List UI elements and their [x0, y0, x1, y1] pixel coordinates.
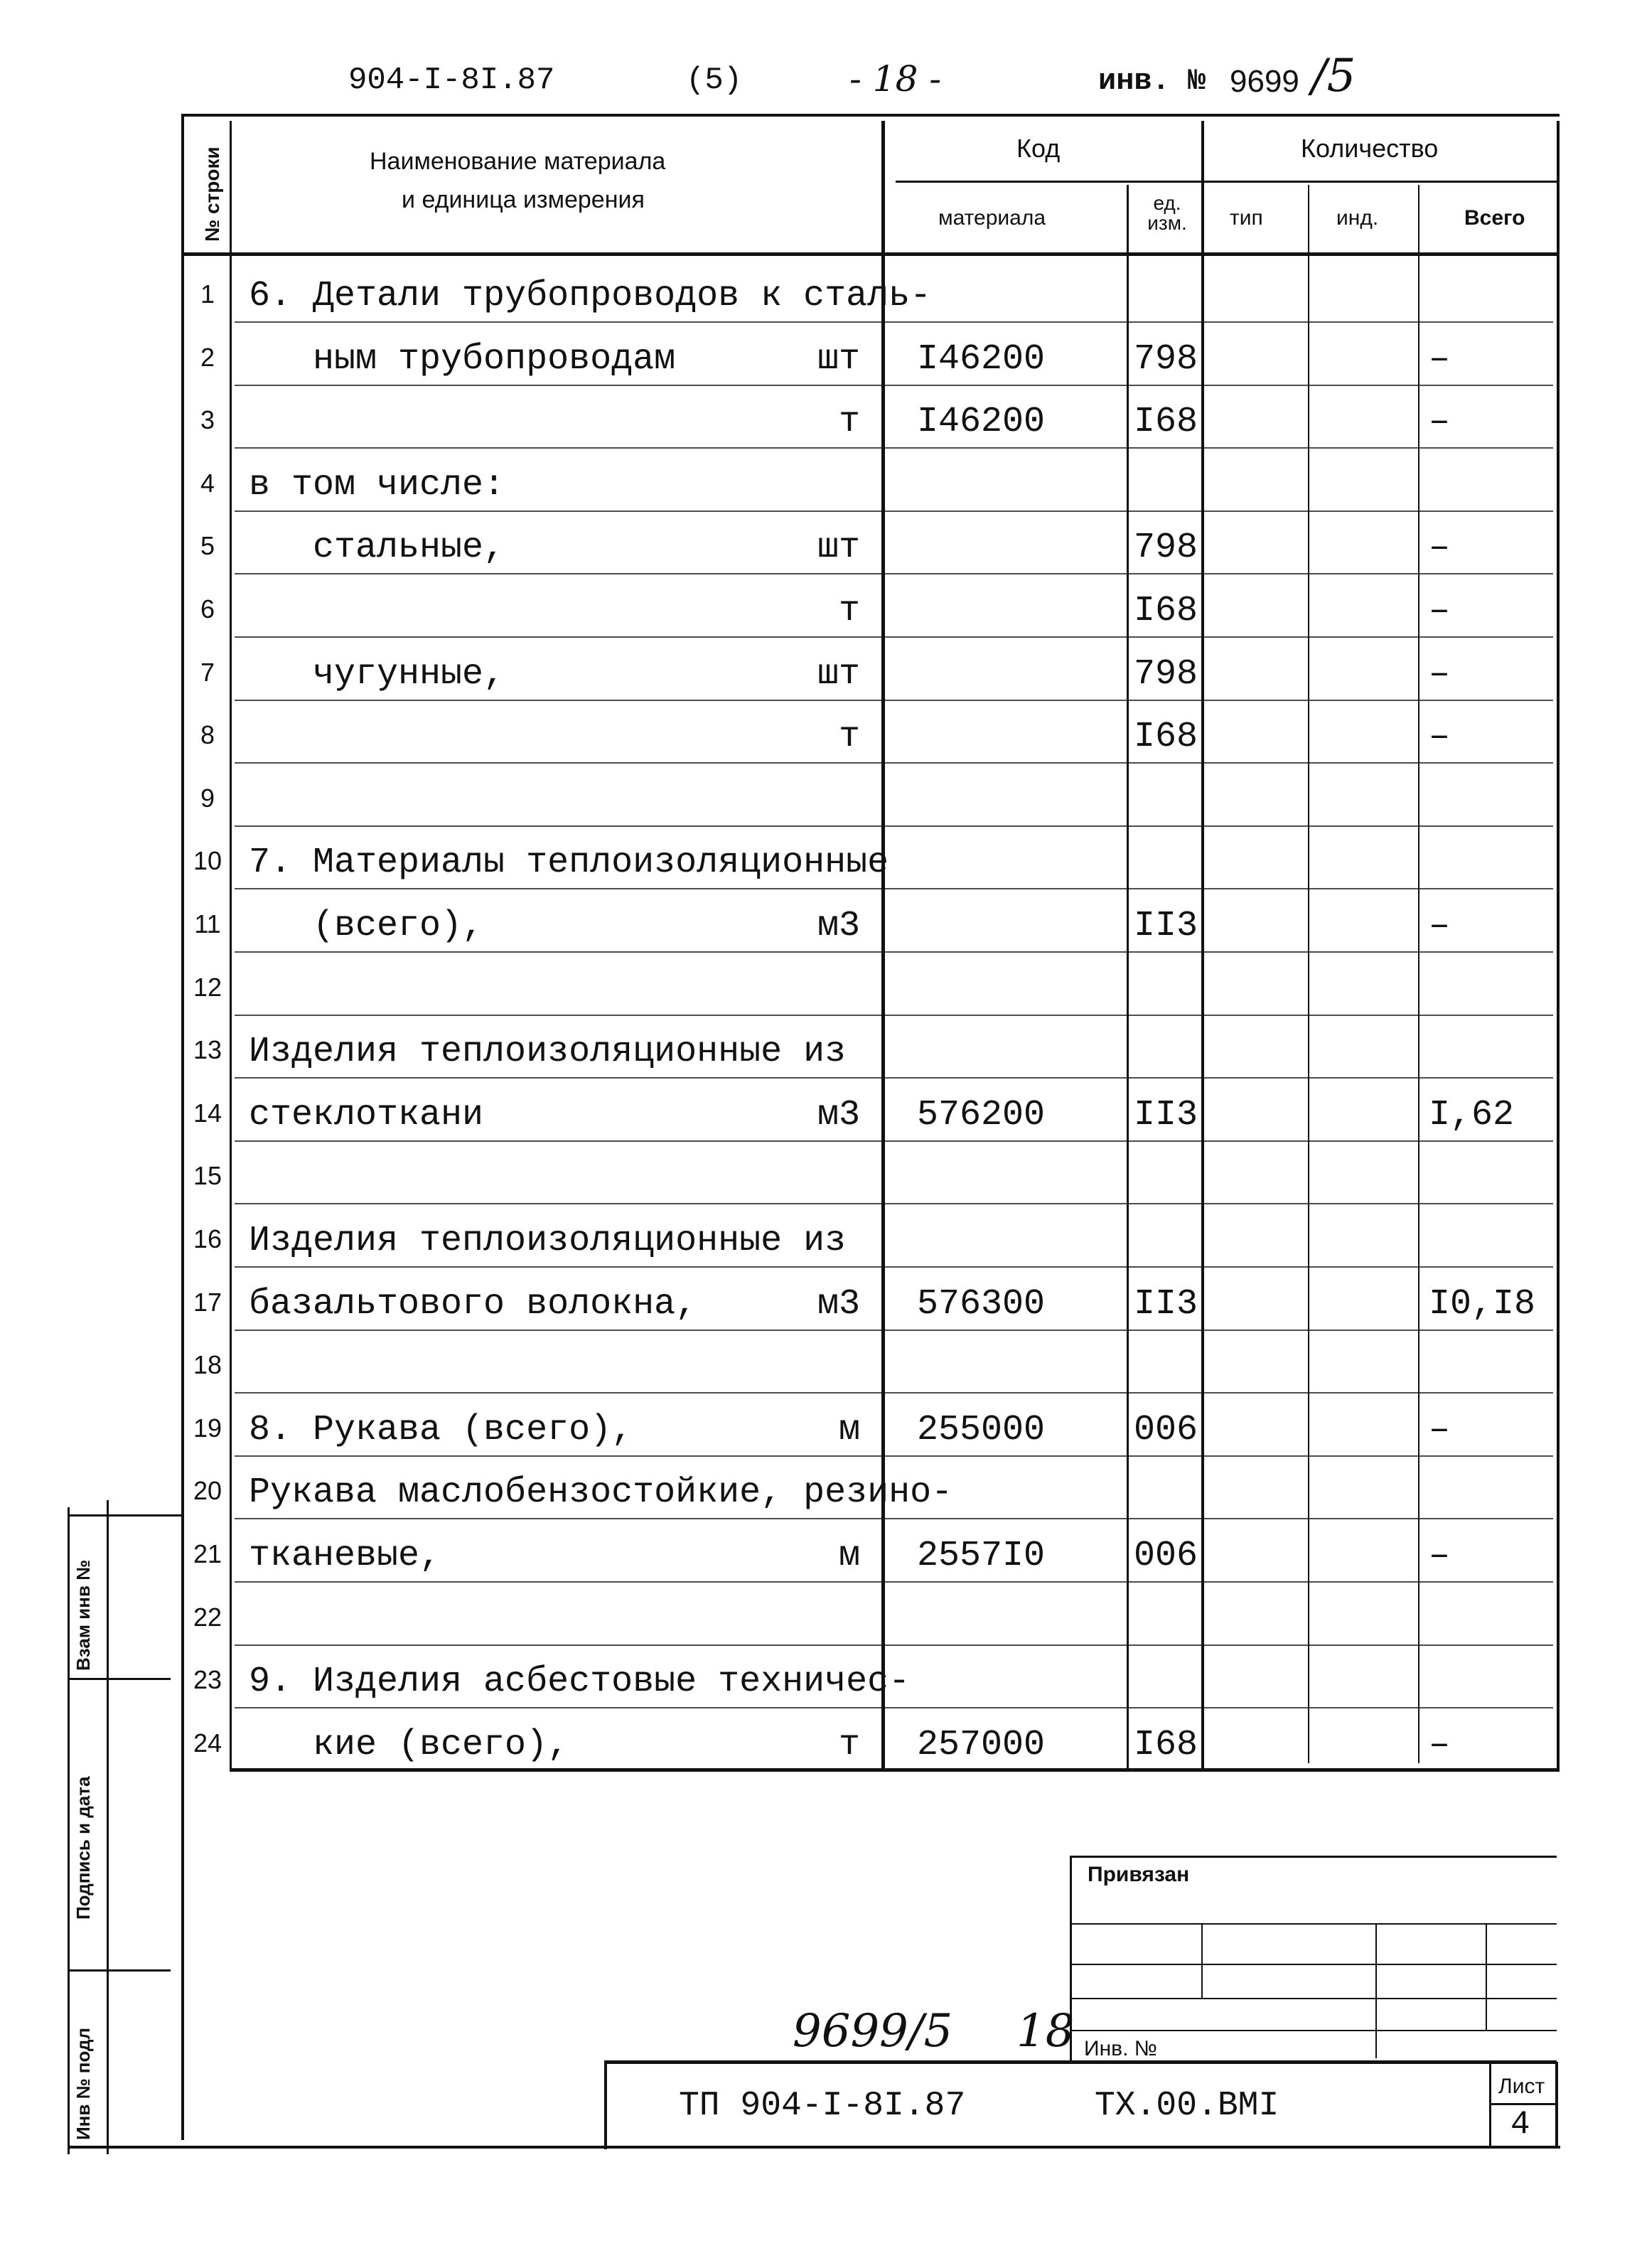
material-name: базальтового волокна,: [249, 1284, 697, 1325]
unit-code: II3: [1134, 1095, 1198, 1135]
row-number: 4: [200, 469, 215, 498]
stamp-mark: ТХ.00.ВМI: [1095, 2087, 1279, 2125]
quantity-total: I0,I8: [1429, 1284, 1536, 1325]
handwritten-sheet: 18: [1016, 2005, 1075, 2058]
doc-code: 904-I-8I.87: [348, 63, 555, 98]
quantity-total: –: [1429, 591, 1451, 631]
handwritten-number: 9699/5: [793, 2005, 953, 2058]
material-code: 576200: [917, 1095, 1046, 1135]
unit-code: I68: [1134, 717, 1198, 757]
row-number: 9: [200, 783, 215, 813]
material-code: 255000: [917, 1410, 1046, 1450]
inv-label: инв. №: [1098, 64, 1206, 98]
material-name: тканевые,: [249, 1536, 441, 1576]
code-material-header: материала: [938, 206, 1046, 230]
code-header: Код: [1016, 134, 1061, 163]
unit-of-measure: м3: [817, 906, 860, 946]
unit-code: 798: [1134, 528, 1198, 568]
row-number: 16: [193, 1224, 222, 1253]
material-name: Изделия теплоизоляционные из: [249, 1221, 847, 1261]
quantity-total: –: [1429, 1725, 1451, 1765]
sheet-number: 4: [1510, 2106, 1530, 2143]
unit-of-measure: т: [838, 591, 860, 631]
row-number: 3: [200, 405, 215, 434]
row-number: 5: [200, 531, 215, 560]
material-code: 576300: [917, 1284, 1046, 1325]
row-number: 11: [194, 909, 221, 938]
material-name: 7. Материалы теплоизоляционные: [249, 843, 889, 883]
quantity-total: –: [1429, 339, 1451, 380]
material-name: (всего),: [249, 906, 484, 946]
name-header-line1: Наименование материала: [370, 148, 666, 175]
signature-date-label: Подпись и дата: [73, 1776, 94, 1920]
unit-code: II3: [1134, 906, 1198, 946]
qty-ind-header: инд.: [1336, 206, 1379, 230]
unit-of-measure: м3: [817, 1284, 860, 1325]
sheet-label: Лист: [1498, 2075, 1545, 2098]
row-number: 14: [193, 1098, 222, 1128]
unit-of-measure: м3: [817, 1095, 860, 1135]
material-name: 9. Изделия асбестовые техничес-: [249, 1662, 911, 1702]
row-number: 24: [193, 1728, 222, 1758]
inv-suffix: /5: [1311, 50, 1356, 102]
unit-of-measure: т: [838, 402, 860, 442]
material-name: стеклоткани: [249, 1095, 484, 1135]
row-number: 12: [193, 973, 222, 1002]
quantity-header: Количество: [1301, 134, 1439, 163]
quantity-total: –: [1429, 906, 1451, 946]
row-number: 20: [193, 1476, 222, 1505]
unit-code: I68: [1134, 402, 1198, 442]
row-number: 8: [200, 720, 215, 749]
qty-total-header: Всего: [1464, 206, 1525, 230]
qty-type-header: тип: [1230, 206, 1263, 230]
row-number: 18: [193, 1350, 222, 1379]
row-number: 23: [193, 1665, 222, 1694]
stamp-title-code: ТП 904-I-8I.87: [679, 2087, 966, 2125]
quantity-total: –: [1429, 1410, 1451, 1450]
row-number: 6: [200, 594, 215, 624]
row-number-header: № строки: [201, 146, 223, 242]
inv-number: 9699: [1230, 64, 1299, 99]
row-number: 1: [200, 279, 215, 309]
unit-code: 006: [1134, 1536, 1198, 1576]
row-number: 13: [193, 1035, 222, 1064]
material-name: ным трубопроводам: [249, 339, 676, 380]
unit-of-measure: т: [838, 717, 860, 757]
unit-code: 798: [1134, 339, 1198, 380]
unit-of-measure: м: [838, 1536, 860, 1576]
quantity-total: –: [1429, 654, 1451, 695]
unit-code: I68: [1134, 591, 1198, 631]
row-number: 2: [200, 343, 215, 372]
code-unit-header: ед. изм.: [1147, 192, 1187, 234]
material-code: I46200: [917, 402, 1046, 442]
material-code: 257000: [917, 1725, 1046, 1765]
part-number: (5): [686, 63, 743, 98]
unit-of-measure: шт: [817, 528, 860, 568]
unit-code: 006: [1134, 1410, 1198, 1450]
material-name: 6. Детали трубопроводов к сталь-: [249, 276, 932, 316]
row-number: 21: [193, 1539, 222, 1568]
unit-of-measure: шт: [817, 339, 860, 380]
material-name: 8. Рукава (всего),: [249, 1410, 633, 1450]
unit-of-measure: шт: [817, 654, 860, 695]
quantity-total: –: [1429, 402, 1451, 442]
row-number: 10: [193, 846, 222, 875]
stamp-inv-no: Инв. №: [1084, 2037, 1157, 2060]
row-number: 15: [193, 1161, 222, 1190]
quantity-total: I,62: [1429, 1095, 1515, 1135]
unit-code: II3: [1134, 1284, 1198, 1325]
unit-of-measure: т: [838, 1725, 860, 1765]
row-number: 22: [193, 1603, 222, 1632]
unit-of-measure: м: [838, 1410, 860, 1450]
material-name: стальные,: [249, 528, 505, 568]
material-code: I46200: [917, 339, 1046, 380]
vzam-inv-label: Взам инв №: [73, 1559, 94, 1671]
quantity-total: –: [1429, 528, 1451, 568]
unit-code: 798: [1134, 654, 1198, 695]
row-number: 17: [193, 1288, 222, 1317]
material-name: чугунные,: [249, 654, 505, 695]
page-handwritten: - 18 -: [849, 58, 942, 100]
quantity-total: –: [1429, 717, 1451, 757]
material-name: Изделия теплоизоляционные из: [249, 1032, 847, 1072]
material-code: 2557I0: [917, 1536, 1046, 1576]
unit-code: I68: [1134, 1725, 1198, 1765]
material-name: Рукава маслобензостойкие, резино-: [249, 1472, 953, 1513]
row-number: 19: [193, 1413, 222, 1443]
quantity-total: –: [1429, 1536, 1451, 1576]
privyazan-label: Привязан: [1088, 1863, 1190, 1886]
row-number: 7: [200, 658, 215, 687]
material-name: в том числе:: [249, 465, 505, 506]
name-header-line2: и единица измерения: [402, 186, 645, 213]
inv-podl-label: Инв № подл: [73, 2027, 94, 2140]
material-name: кие (всего),: [249, 1725, 569, 1765]
